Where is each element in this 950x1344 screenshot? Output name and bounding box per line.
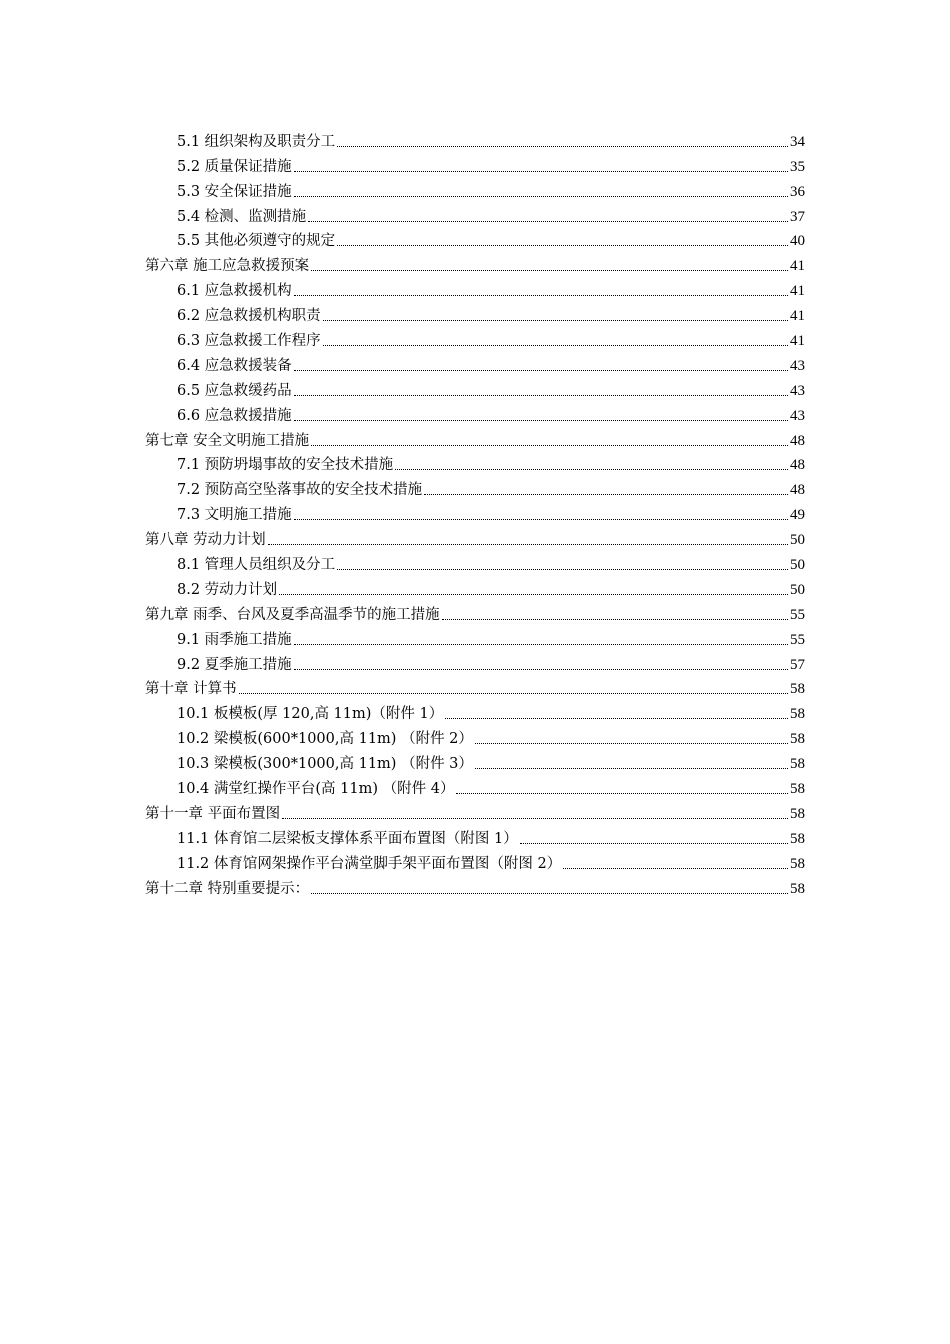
toc-dot-leader: [239, 693, 788, 694]
toc-section-entry[interactable]: [145, 499, 805, 524]
toc-dot-leader: [323, 320, 788, 321]
toc-entry-page-number: 41: [790, 308, 805, 325]
toc-entry-title: 6.5 应急救缓药品: [177, 382, 292, 399]
toc-dot-leader: [475, 743, 788, 744]
toc-dot-leader: [424, 494, 788, 495]
toc-section-entry[interactable]: [145, 126, 805, 151]
toc-entry-page-number: 41: [790, 283, 805, 300]
toc-dot-leader: [337, 569, 788, 570]
toc-entry-page-number: 55: [790, 631, 805, 648]
toc-section-entry[interactable]: [145, 350, 805, 375]
toc-section-entry[interactable]: [145, 176, 805, 201]
toc-chapter-entry[interactable]: [145, 674, 805, 699]
toc-dot-leader: [475, 768, 788, 769]
toc-section-entry[interactable]: [145, 450, 805, 475]
toc-dot-leader: [294, 420, 788, 421]
toc-dot-leader: [294, 395, 788, 396]
toc-entry-page-number: 41: [790, 333, 805, 350]
toc-dot-leader: [282, 818, 788, 819]
toc-section-entry[interactable]: [145, 649, 805, 674]
toc-entry-title: 5.3 安全保证措施: [177, 183, 292, 200]
toc-dot-leader: [294, 519, 788, 520]
toc-entry-title: 6.1 应急救援机构: [177, 283, 292, 300]
toc-dot-leader: [294, 644, 788, 645]
toc-entry-page-number: 50: [790, 581, 805, 598]
toc-section-entry[interactable]: [145, 201, 805, 226]
toc-entry-title: 9.2 夏季施工措施: [177, 656, 292, 673]
toc-entry-title: 7.1 预防坍塌事故的安全技术措施: [177, 457, 394, 474]
toc-entry-page-number: 58: [790, 880, 805, 897]
toc-entry-page-number: 58: [790, 681, 805, 698]
toc-section-entry[interactable]: [145, 375, 805, 400]
toc-section-entry[interactable]: [145, 325, 805, 350]
toc-section-entry[interactable]: [145, 698, 805, 723]
toc-section-entry[interactable]: [145, 226, 805, 251]
toc-entry-page-number: 34: [790, 133, 805, 150]
toc-section-entry[interactable]: [145, 773, 805, 798]
toc-entry-page-number: 55: [790, 606, 805, 623]
toc-entry-page-number: 36: [790, 183, 805, 200]
toc-entry-page-number: 41: [790, 258, 805, 275]
toc-entry-title: 10.3 梁模板(300*1000,高 11m) （附件 3）: [177, 756, 473, 773]
toc-dot-leader: [308, 221, 788, 222]
toc-dot-leader: [563, 868, 788, 869]
toc-entry-title: 5.4 检测、监测措施: [177, 208, 307, 225]
toc-section-entry[interactable]: [145, 275, 805, 300]
toc-entry-title: 10.4 满堂红操作平台(高 11m) （附件 4）: [177, 781, 455, 798]
toc-entry-title: 10.2 梁模板(600*1000,高 11m) （附件 2）: [177, 731, 473, 748]
toc-dot-leader: [395, 469, 788, 470]
toc-dot-leader: [442, 619, 788, 620]
toc-section-entry[interactable]: [145, 823, 805, 848]
toc-section-entry[interactable]: [145, 400, 805, 425]
toc-chapter-entry[interactable]: [145, 873, 805, 898]
toc-dot-leader: [294, 295, 788, 296]
table-of-contents: [145, 126, 805, 898]
toc-dot-leader: [337, 146, 788, 147]
toc-dot-leader: [279, 594, 788, 595]
toc-entry-title: 11.1 体育馆二层梁板支撑体系平面布置图（附图 1）: [177, 830, 518, 847]
toc-entry-page-number: 58: [790, 781, 805, 798]
toc-entry-title: 8.1 管理人员组织及分工: [177, 557, 336, 574]
toc-section-entry[interactable]: [145, 474, 805, 499]
toc-chapter-entry[interactable]: [145, 524, 805, 549]
toc-section-entry[interactable]: [145, 848, 805, 873]
toc-entry-title: 第六章 施工应急救援预案: [145, 258, 310, 275]
toc-entry-page-number: 58: [790, 756, 805, 773]
toc-entry-page-number: 37: [790, 208, 805, 225]
toc-entry-page-number: 40: [790, 233, 805, 250]
toc-entry-page-number: 57: [790, 656, 805, 673]
toc-dot-leader: [323, 345, 788, 346]
toc-entry-title: 7.3 文明施工措施: [177, 507, 292, 524]
toc-entry-page-number: 49: [790, 507, 805, 524]
toc-entry-title: 5.2 质量保证措施: [177, 158, 292, 175]
toc-section-entry[interactable]: [145, 723, 805, 748]
toc-dot-leader: [294, 196, 788, 197]
toc-dot-leader: [311, 270, 788, 271]
toc-entry-page-number: 58: [790, 855, 805, 872]
toc-entry-title: 第十章 计算书: [145, 681, 237, 698]
toc-entry-title: 11.2 体育馆网架操作平台满堂脚手架平面布置图（附图 2）: [177, 855, 562, 872]
toc-entry-page-number: 43: [790, 407, 805, 424]
toc-section-entry[interactable]: [145, 624, 805, 649]
toc-dot-leader: [337, 245, 788, 246]
toc-section-entry[interactable]: [145, 151, 805, 176]
toc-section-entry[interactable]: [145, 549, 805, 574]
toc-entry-page-number: 48: [790, 432, 805, 449]
toc-entry-title: 第七章 安全文明施工措施: [145, 432, 310, 449]
toc-dot-leader: [268, 544, 788, 545]
toc-section-entry[interactable]: [145, 748, 805, 773]
toc-entry-title: 9.1 雨季施工措施: [177, 631, 292, 648]
toc-chapter-entry[interactable]: [145, 425, 805, 450]
toc-entry-page-number: 58: [790, 731, 805, 748]
toc-entry-page-number: 48: [790, 482, 805, 499]
toc-dot-leader: [311, 893, 788, 894]
toc-entry-page-number: 58: [790, 706, 805, 723]
toc-entry-title: 6.3 应急救援工作程序: [177, 333, 321, 350]
toc-entry-title: 6.6 应急救援措施: [177, 407, 292, 424]
toc-chapter-entry[interactable]: [145, 250, 805, 275]
toc-entry-title: 6.4 应急救援装备: [177, 357, 292, 374]
toc-section-entry[interactable]: [145, 574, 805, 599]
toc-entry-title: 5.1 组织架构及职责分工: [177, 133, 336, 150]
toc-entry-title: 5.5 其他必须遵守的规定: [177, 233, 336, 250]
toc-dot-leader: [311, 445, 788, 446]
toc-entry-page-number: 48: [790, 457, 805, 474]
toc-entry-title: 6.2 应急救援机构职责: [177, 308, 321, 325]
toc-entry-title: 7.2 预防高空坠落事故的安全技术措施: [177, 482, 423, 499]
toc-chapter-entry[interactable]: [145, 599, 805, 624]
toc-entry-page-number: 50: [790, 557, 805, 574]
toc-dot-leader: [294, 669, 788, 670]
toc-entry-title: 第九章 雨季、台风及夏季高温季节的施工措施: [145, 606, 440, 623]
toc-dot-leader: [294, 370, 788, 371]
toc-entry-page-number: 43: [790, 382, 805, 399]
toc-entry-page-number: 35: [790, 158, 805, 175]
toc-entry-page-number: 50: [790, 532, 805, 549]
toc-dot-leader: [445, 718, 788, 719]
toc-dot-leader: [294, 171, 788, 172]
toc-entry-title: 8.2 劳动力计划: [177, 581, 278, 598]
toc-entry-title: 第十二章 特别重要提示：: [145, 880, 310, 897]
toc-section-entry[interactable]: [145, 300, 805, 325]
toc-chapter-entry[interactable]: [145, 798, 805, 823]
toc-entry-page-number: 43: [790, 357, 805, 374]
toc-dot-leader: [520, 843, 788, 844]
toc-entry-title: 10.1 板模板(厚 120,高 11m)（附件 1）: [177, 706, 444, 723]
toc-entry-page-number: 58: [790, 805, 805, 822]
toc-entry-title: 第十一章 平面布置图: [145, 805, 281, 822]
toc-dot-leader: [456, 793, 788, 794]
toc-entry-page-number: 58: [790, 830, 805, 847]
toc-entry-title: 第八章 劳动力计划: [145, 532, 266, 549]
